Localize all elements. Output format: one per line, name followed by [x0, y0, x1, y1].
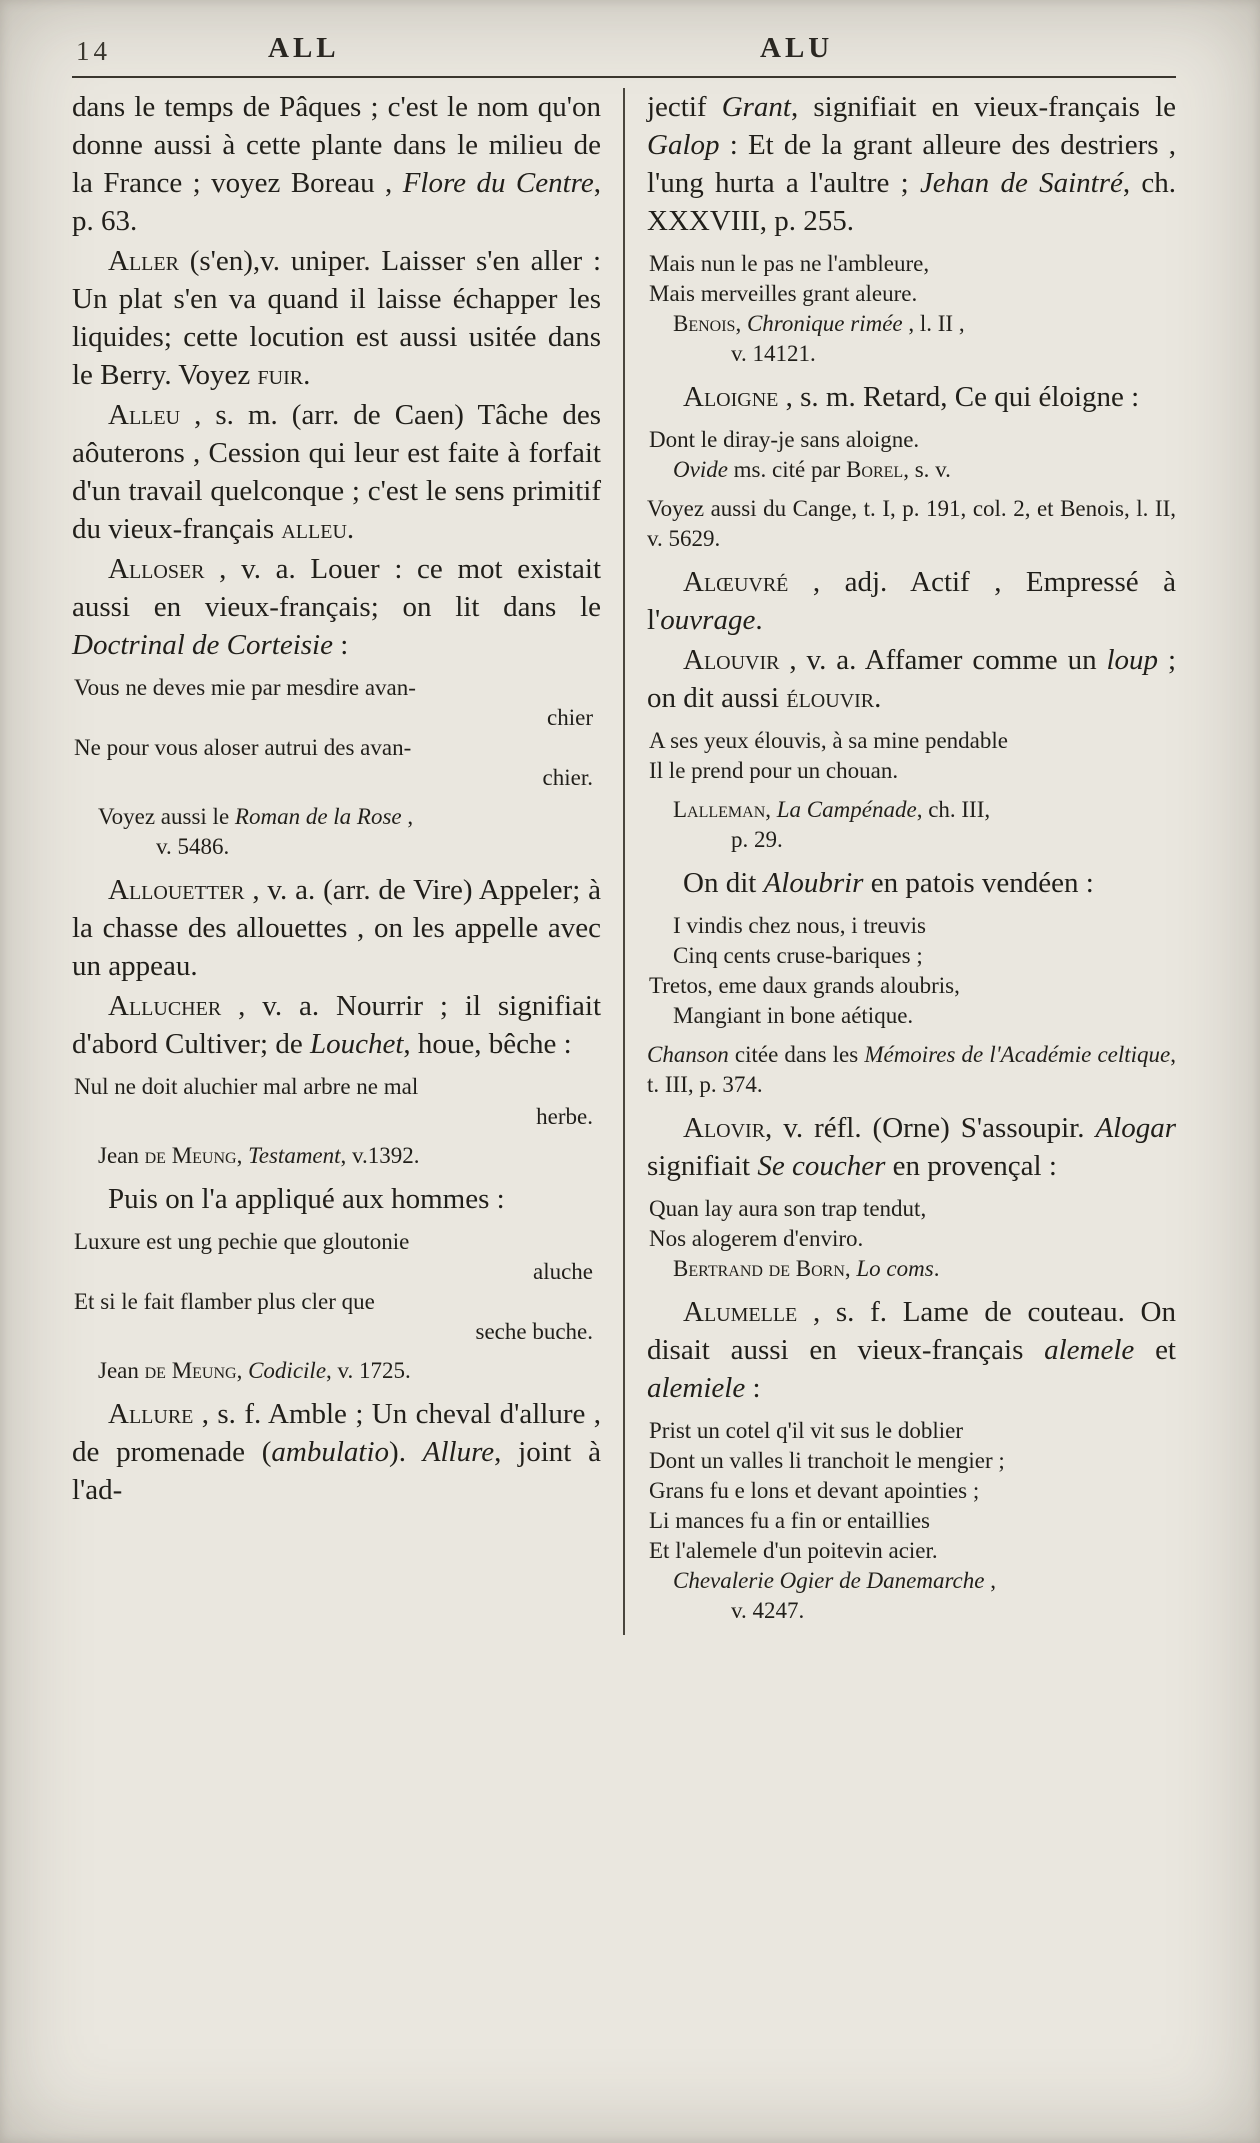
citation-chanson [647, 1040, 1176, 1100]
entry-continuation-alleluia [72, 88, 601, 240]
verse-line [647, 1506, 1176, 1536]
header-rule [72, 76, 1176, 78]
quote-allucher [72, 1072, 601, 1132]
entry-allure [72, 1395, 601, 1509]
italic-run: ambulatio [271, 1436, 390, 1468]
text-run: , s. m. (arr. de Caen) Tâche des aôuterons , Cession qui leur est faite à forfait d'un travail quelconque ; c'est le sens primitif du vieux-français [72, 399, 601, 545]
smallcaps-run: Benois [673, 311, 736, 336]
text-run: Grans fu e lons et devant apointies ; [649, 1478, 980, 1503]
quote-alloser [72, 673, 601, 793]
text-run: chier [547, 705, 593, 730]
text-run: On dit [683, 867, 764, 899]
verse-line [72, 1257, 601, 1287]
text-run: Quan lay aura son trap tendut, [649, 1196, 927, 1221]
text-run: Cinq cents cruse-bariques ; [673, 943, 923, 968]
text-run: , [765, 797, 777, 822]
verse-line [72, 703, 601, 733]
citation-roman-de-la-rose [72, 802, 601, 862]
text-run: . [303, 359, 311, 391]
verse-line [647, 1194, 1176, 1224]
quote-elouvis [647, 726, 1176, 786]
text-run: , t. III, p. 374. [647, 1042, 1176, 1097]
text-run: ; on dit aussi [647, 644, 1177, 714]
entry-allucher [72, 987, 601, 1063]
text-run: A ses yeux élouvis, à sa mine pendable [649, 728, 1008, 753]
smallcaps-run: Alœuvré [683, 566, 789, 598]
text-run: Voyez aussi le [98, 804, 235, 829]
text-run: : [745, 1372, 761, 1404]
verse-line [647, 279, 1176, 309]
smallcaps-run: Alloser [108, 553, 205, 585]
italic-run: Galop [647, 129, 720, 161]
smallcaps-run: élouvir [786, 682, 875, 714]
text-run: , [236, 1358, 249, 1383]
text-run: Puis on l'a appliqué aux hommes : [108, 1183, 505, 1215]
left-column [72, 88, 623, 1635]
italic-run: Jehan de Saintré [919, 167, 1123, 199]
quote-ambleure [647, 249, 1176, 369]
text-run: , [984, 1568, 996, 1593]
verse-line [647, 339, 1176, 369]
smallcaps-run: alleu [281, 513, 347, 545]
entry-allucher-suite [72, 1180, 601, 1218]
text-run: v. 4247. [731, 1598, 805, 1623]
verse-line [647, 756, 1176, 786]
italic-run: Doctrinal de Corteisie [72, 629, 333, 661]
verse-line [647, 726, 1176, 756]
text-run: v. 14121. [731, 341, 816, 366]
text-run: , adj. Actif , Empressé à l' [647, 566, 1176, 636]
italic-run: Ovide [673, 457, 728, 482]
text-run: , houe, bêche : [403, 1028, 572, 1060]
text-run: , v. réfl. (Orne) S'assoupir. [765, 1112, 1096, 1144]
text-run: . [874, 682, 882, 714]
smallcaps-run: fuir [257, 359, 304, 391]
smallcaps-run: Bertrand de Born [673, 1256, 845, 1281]
citation-campenade [647, 795, 1176, 855]
text-run: : Et de la grant alleure des destriers , l'ung hurta a l'aultre ; [647, 129, 1176, 199]
verse-line [72, 1102, 601, 1132]
smallcaps-run: Aller [108, 245, 179, 277]
verse-line [647, 1224, 1176, 1254]
text-run: , v. a. Louer : ce mot existait aussi en vieux-français; on lit dans le [72, 553, 601, 623]
italic-run: Allure [422, 1436, 495, 1468]
italic-run: ouvrage [660, 604, 756, 636]
verse-line [647, 795, 1176, 825]
text-run: , v. a. Nourrir ; il signifiait d'abord Cultiver; de [72, 990, 601, 1060]
italic-run: Chanson [647, 1042, 729, 1067]
quote-alogar [647, 1194, 1176, 1284]
italic-run: Alogar [1095, 1112, 1176, 1144]
entry-alleu [72, 396, 601, 548]
text-run: Dont un valles li tranchoit le mengier ; [649, 1448, 1005, 1473]
text-run: et [1134, 1334, 1176, 1366]
text-run: , s. m. Retard, Ce qui éloigne : [778, 381, 1140, 413]
entry-aller [72, 242, 601, 394]
text-run: , l. II , [902, 311, 965, 336]
verse-line [72, 673, 601, 703]
italic-run: Roman de la Rose [234, 804, 402, 829]
smallcaps-run: de Meung [144, 1143, 237, 1168]
verse-line [647, 1416, 1176, 1446]
text-run: Mais merveilles grant aleure. [649, 281, 918, 306]
entry-alovir [647, 1109, 1176, 1185]
verse-line [72, 1072, 601, 1102]
columns-container [72, 88, 1176, 1635]
quote-vendeen [647, 911, 1176, 1031]
verse-line [647, 941, 1176, 971]
page-header [72, 30, 1176, 76]
smallcaps-run: Alovir [683, 1112, 766, 1144]
text-run: : [332, 629, 349, 661]
italic-run: Flore du Centre [402, 167, 594, 199]
text-run: signifiait [647, 1150, 758, 1182]
verse-line [647, 425, 1176, 455]
text-run: herbe. [536, 1104, 593, 1129]
text-run: , ch. III, [916, 797, 991, 822]
text-run: . [346, 513, 355, 545]
smallcaps-run: Aloigne [683, 381, 779, 413]
text-run: Voyez aussi du Cange, t. I, p. 191, col. 2, et Benois, l. II, v. 5629. [647, 496, 1176, 551]
left-column-header: ALL [268, 32, 340, 64]
smallcaps-run: de Meung [144, 1358, 237, 1383]
text-run: (s'en),v. uniper. Laisser s'en aller : Un plat s'en va quand il laisse échapper les liquides; cette locution est aussi usitée dans le Berry. Voyez [72, 245, 601, 391]
verse-line [647, 1254, 1176, 1284]
text-run: ms. cité par [727, 457, 847, 482]
verse-line [72, 802, 601, 832]
text-run: Mais nun le pas ne l'ambleure, [649, 251, 930, 276]
text-run: v. 5486. [156, 834, 230, 859]
text-run: , [844, 1256, 857, 1281]
smallcaps-run: Allure [108, 1398, 194, 1430]
italic-run: Louchet [309, 1028, 404, 1060]
text-run: Et l'alemele d'un poitevin acier. [649, 1538, 938, 1563]
quote-luxure [72, 1227, 601, 1347]
italic-run: alemiele [647, 1372, 746, 1404]
verse-line [647, 455, 1176, 485]
text-run: Jean [98, 1143, 145, 1168]
text-run: chier. [542, 765, 593, 790]
text-run: , signifiait en vieux-français le [791, 91, 1176, 123]
verse-line [647, 1596, 1176, 1626]
note-du-cange [647, 494, 1176, 554]
smallcaps-run: Allouetter [108, 874, 245, 906]
smallcaps-run: Allucher [108, 990, 222, 1022]
verse-line [647, 1536, 1176, 1566]
verse-line [647, 1566, 1176, 1596]
text-run: Il le prend pour un chouan. [649, 758, 899, 783]
verse-line [647, 1001, 1176, 1031]
verse-line [72, 1356, 601, 1386]
citation-testament [72, 1141, 601, 1171]
entry-alumelle [647, 1293, 1176, 1407]
verse-line [72, 733, 601, 763]
smallcaps-run: Alumelle [683, 1296, 798, 1328]
verse-line [647, 309, 1176, 339]
citation-codicile [72, 1356, 601, 1386]
text-run: , p. 63. [72, 167, 601, 237]
text-run: Et si le fait flamber plus cler que [74, 1289, 375, 1314]
text-run: Prist un cotel q'il vit sus le doblier [649, 1418, 963, 1443]
quote-aloigne [647, 425, 1176, 485]
text-run: , v. a. (arr. de Vire) Appeler; à la chasse des allouettes , on les appelle avec un appeau. [72, 874, 601, 982]
text-run: seche buche. [475, 1319, 593, 1344]
verse-line [647, 1446, 1176, 1476]
smallcaps-run: Alleu [108, 399, 181, 431]
italic-run: loup [1106, 644, 1159, 676]
text-run: . [755, 604, 763, 636]
italic-run: La Campénade [776, 797, 917, 822]
italic-run: Codicile [248, 1358, 327, 1383]
italic-run: Grant [721, 91, 791, 123]
text-run: Mangiant in bone aétique. [673, 1003, 914, 1028]
text-run: en provençal : [885, 1150, 1057, 1182]
text-run: , s. v. [903, 457, 951, 482]
text-run: jectif [647, 91, 722, 123]
verse-line [72, 1227, 601, 1257]
text-run: , [735, 311, 747, 336]
text-run: Tretos, eme daux grands aloubris, [649, 973, 960, 998]
entry-aloeuvre [647, 563, 1176, 639]
verse-line [72, 1287, 601, 1317]
text-run: , joint à l'ad- [72, 1436, 601, 1506]
text-run: Nul ne doit aluchier mal arbre ne mal [74, 1074, 419, 1099]
text-run: , ch. XXXVIII, p. 255. [647, 167, 1176, 237]
text-run: Nos alogerem d'enviro. [649, 1226, 864, 1251]
entry-aloubrir [647, 864, 1176, 902]
text-run: , s. f. Lame de couteau. On disait aussi en vieux-français [647, 1296, 1176, 1366]
verse-line [72, 763, 601, 793]
text-run: Ne pour vous aloser autrui des avan- [74, 735, 412, 760]
text-run: Jean [98, 1358, 145, 1383]
verse-line [72, 1317, 601, 1347]
italic-run: Chronique rimée [746, 311, 903, 336]
italic-run: Lo coms [856, 1256, 934, 1281]
text-run: , v.1392. [340, 1143, 420, 1168]
smallcaps-run: Lalleman [673, 797, 766, 822]
italic-run: alemele [1044, 1334, 1135, 1366]
text-run: , [236, 1143, 249, 1168]
text-run: en patois vendéen : [863, 867, 1094, 899]
entry-alloser [72, 550, 601, 664]
text-run: Vous ne deves mie par mesdire avan- [74, 675, 416, 700]
smallcaps-run: Borel [846, 457, 904, 482]
text-run: p. 29. [731, 827, 783, 852]
italic-run: Mémoires de l'Académie celtique [864, 1042, 1171, 1067]
verse-line [72, 832, 601, 862]
text-run: , v. a. Affamer comme un [779, 644, 1107, 676]
page-number: 14 [76, 36, 111, 66]
text-run: Luxure est ung pechie que gloutonie [74, 1229, 410, 1254]
text-run: , v. 1725. [326, 1358, 411, 1383]
verse-line [647, 911, 1176, 941]
entry-aloigne [647, 378, 1176, 416]
quote-alumelle [647, 1416, 1176, 1626]
italic-run: Testament [248, 1143, 341, 1168]
smallcaps-run: Alouvir [683, 644, 780, 676]
italic-run: Se coucher [757, 1150, 886, 1182]
right-column [623, 88, 1176, 1635]
verse-line [647, 1476, 1176, 1506]
verse-line [647, 971, 1176, 1001]
text-run: . [933, 1256, 940, 1281]
verse-line [72, 1141, 601, 1171]
text-run: Dont le diray-je sans aloigne. [649, 427, 920, 452]
verse-line [647, 825, 1176, 855]
text-run: , [401, 804, 414, 829]
entry-alouvir [647, 641, 1176, 717]
verse-line [647, 249, 1176, 279]
right-column-header: ALU [760, 32, 834, 64]
text-run: , s. f. Amble ; Un cheval d'allure , de promenade ( [72, 1398, 601, 1468]
text-run: dans le temps de Pâques ; c'est le nom qu'on donne aussi à cette plante dans le milieu de la France ; voyez Boreau , [72, 91, 601, 199]
text-run: aluche [532, 1259, 593, 1284]
entry-allouetter [72, 871, 601, 985]
italic-run: Chevalerie Ogier de Danemarche [673, 1568, 985, 1593]
text-run: ). [389, 1436, 423, 1468]
text-run: citée dans les [728, 1042, 865, 1067]
text-run: I vindis chez nous, i treuvis [673, 913, 926, 938]
entry-allure-continuation [647, 88, 1176, 240]
text-run: Li mances fu a fin or entaillies [649, 1508, 931, 1533]
italic-run: Aloubrir [763, 867, 864, 899]
